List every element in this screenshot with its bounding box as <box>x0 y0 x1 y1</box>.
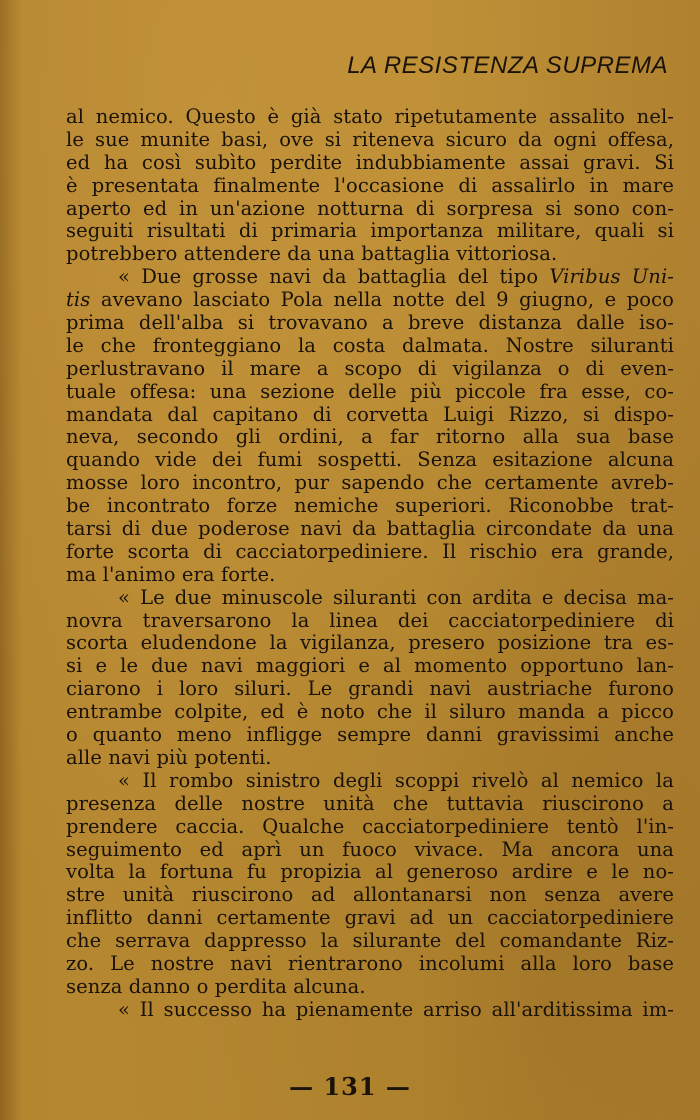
text-line: tarsi di due poderose navi da battaglia circondate da una <box>66 517 674 541</box>
text-line: o quanto meno infligge sempre danni gravissimi anche <box>66 723 674 747</box>
text-line: le sue munite basi, ove si riteneva sicuro da ogni offesa, <box>66 127 674 151</box>
text-line: « Le due minuscole siluranti con ardita e decisa ma- <box>118 585 674 609</box>
page-number: — 131 — <box>289 1072 411 1101</box>
text-line: senza danno o perdita alcuna. <box>66 974 366 998</box>
text-line: che serrava dappresso la silurante del comandante Riz- <box>66 929 674 953</box>
text-line: stre unità riuscirono ad allontanarsi non senza avere <box>66 883 674 907</box>
text-line: prendere caccia. Qualche cacciatorpediniere tentò l'in- <box>66 814 674 838</box>
text-line: aperto ed in un'azione notturna di sorpresa si sono con- <box>66 196 674 220</box>
text-line: al nemico. Questo è già stato ripetutamente assalito nel- <box>66 105 674 128</box>
text-line: presenza delle nostre unità che tuttavia riuscirono a <box>66 791 674 815</box>
text-line: « Due grosse navi da battaglia del tipo Viribus Uni- <box>118 265 674 289</box>
text-line: potrebbero attendere da una battaglia vittoriosa. <box>66 242 558 266</box>
text-line: inflitto danni certamente gravi ad un cacciatorpediniere <box>66 906 674 930</box>
text-line: neva, secondo gli ordini, a far ritorno alla sua base <box>66 425 674 449</box>
text-line: tuale offesa: una sezione delle più piccole fra esse, co- <box>66 379 674 403</box>
text-line: seguimento ed aprì un fuoco vivace. Ma ancora una <box>66 837 674 861</box>
text-line: zo. Le nostre navi rientrarono incolumi alla loro base <box>66 951 674 975</box>
text-line: « Il rombo sinistro degli scoppi rivelò al nemico la <box>118 768 674 792</box>
text-line: mosse loro incontro, pur sapendo che certamente avreb- <box>66 471 674 495</box>
text-line: forte scorta di cacciatorpediniere. Il rischio era grande, <box>66 539 674 563</box>
text-line: mandata dal capitano di corvetta Luigi Rizzo, si dispo- <box>66 402 674 426</box>
text-line: le che fronteggiano la costa dalmata. Nostre siluranti <box>66 333 674 357</box>
text-line: perlustravano il mare a scopo di vigilanza o di even- <box>66 356 674 380</box>
text-line: alle navi più potenti. <box>66 745 272 769</box>
text-line: ma l'animo era forte. <box>66 562 276 586</box>
text-line: tis avevano lasciato Pola nella notte del 9 giugno, e poco <box>66 288 674 312</box>
body-text <box>66 106 674 1022</box>
text-line: scorta eludendone la vigilanza, presero posizione tra es- <box>66 631 674 655</box>
text-line: ed ha così subìto perdite indubbiamente assai gravi. Si <box>66 150 674 174</box>
text-line: entrambe colpite, ed è noto che il siluro manda a picco <box>66 700 674 724</box>
text-line: è presentata finalmente l'occasione di assalirlo in mare <box>66 173 674 197</box>
text-line: ciarono i loro siluri. Le grandi navi austriache furono <box>66 677 674 701</box>
text-line: quando vide dei fumi sospetti. Senza esitazione alcuna <box>66 448 674 472</box>
text-line: be incontrato forze nemiche superiori. Riconobbe trat- <box>66 494 674 518</box>
text-line: prima dell'alba si trovavano a breve distanza dalle iso- <box>66 311 674 335</box>
text-line: « Il successo ha pienamente arriso all'arditissima im- <box>118 997 674 1021</box>
text-line: seguiti risultati di primaria importanza militare, quali si <box>66 219 674 243</box>
text-line: novra traversarono la linea dei cacciatorpediniere di <box>66 608 674 632</box>
text-line: volta la fortuna fu propizia al generoso ardire e le no- <box>66 860 674 884</box>
running-head: LA RESISTENZA SUPREMA <box>347 52 668 79</box>
text-line: si e le due navi maggiori e al momento opportuno lan- <box>66 654 674 678</box>
